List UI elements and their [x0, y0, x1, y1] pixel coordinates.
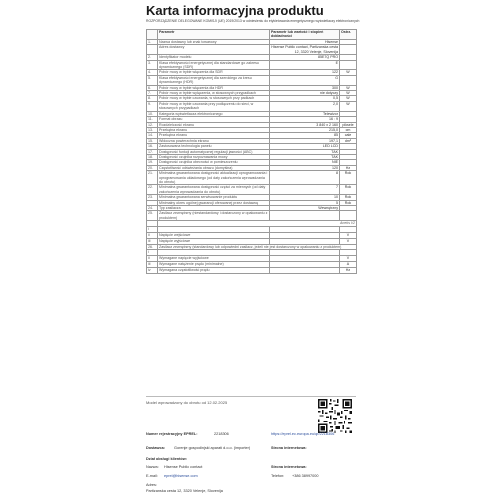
row-value: nie dotyczy	[270, 91, 340, 96]
row-value: 300	[270, 85, 340, 90]
row-parameter: Aneks I/2	[158, 221, 357, 226]
row-number: 7.	[147, 91, 158, 96]
row-number: 8.	[147, 96, 158, 101]
header-parameter: Parametr	[158, 30, 270, 40]
row-parameter: Napięcie wejściowe	[158, 232, 270, 238]
row-parameter: Typ zasilacza	[158, 206, 270, 211]
row-number: i	[147, 250, 158, 256]
row-parameter: Dostępność czujnika obecności w pomieszczeniu	[158, 160, 270, 165]
contact-name-label: Nazwa:	[146, 465, 159, 469]
row-parameter: Zasilacz zewnętrzny (standardowy lub odpowiedni zasilacz, jeżeli nie jest dostarczony w opakowaniu z produktem)	[158, 244, 357, 249]
address: Partizanska cesta 12, 3320 Velenje, Slovenija	[146, 489, 223, 493]
table-row	[147, 268, 357, 274]
row-value: 10	[270, 195, 340, 200]
row-number: 3.	[147, 60, 158, 70]
table-row	[147, 75, 357, 85]
row-unit: Hz	[340, 165, 357, 170]
row-parameter: Wymagane napięcie wyjściowe	[158, 256, 270, 262]
supplier-name: Gorenje gospodinjski aparati d.o.o. (importer)	[174, 446, 251, 450]
row-value: 8	[270, 171, 340, 185]
row-number: 1.	[147, 40, 158, 45]
row-unit: Rok	[340, 171, 357, 185]
row-unit: Rok	[340, 195, 357, 200]
row-parameter: Kategoria wyświetlacza elektronicznego	[158, 111, 270, 116]
row-unit: cale	[340, 133, 357, 138]
row-unit: W	[340, 85, 357, 90]
row-value: Wewnętrzny	[270, 206, 340, 211]
supplier-website-label: Strona internetowa:	[271, 446, 307, 450]
row-parameter: Klasa efektywności energetycznej dla standardowe go zakresu dynamicznego (SDR)	[158, 60, 270, 70]
customer-service-label: Dział obsługi klientów:	[146, 457, 187, 461]
row-parameter: Przekątna ekranu	[158, 133, 270, 138]
row-number: 26.	[147, 244, 158, 249]
row-unit: V	[340, 256, 357, 262]
row-unit: V	[340, 232, 357, 238]
row-value: 215,0	[270, 127, 340, 132]
row-parameter: Wymagana częstotliwość prądu	[158, 268, 270, 274]
row-parameter: Minimalna gwarantowana dostępność części za miennych (od daty zakończenia wprowadzania do obrotu)	[158, 185, 270, 195]
row-value: 5	[270, 200, 340, 205]
row-value: NIE	[270, 160, 340, 165]
row-value: G	[270, 75, 340, 85]
header-unit: Ostrz.	[340, 30, 357, 40]
row-number: 16.	[147, 144, 158, 149]
row-number: 14.	[147, 133, 158, 138]
table-row	[147, 211, 357, 221]
row-number: 17.	[147, 149, 158, 154]
row-number: 10.	[147, 111, 158, 116]
row-number: 18.	[147, 154, 158, 159]
address-label: Adres:	[146, 483, 157, 487]
table-row	[147, 185, 357, 195]
row-number: 24.	[147, 206, 158, 211]
row-unit: V	[340, 238, 357, 244]
row-number: 19.	[147, 160, 158, 165]
row-value: 16 : 9	[270, 117, 340, 122]
row-value: 0,5	[270, 96, 340, 101]
row-value: LED LCD	[270, 144, 340, 149]
row-number: 4.	[147, 70, 158, 75]
row-parameter: Minimalny okres ogólnej gwarancji oferowanej przez dostawcę	[158, 200, 270, 205]
row-number: 12.	[147, 122, 158, 127]
row-parameter: Widoczna powierzchnia ekranu	[158, 138, 270, 143]
row-unit: W	[340, 70, 357, 75]
table-row	[147, 91, 357, 96]
row-unit: Hz	[340, 268, 357, 274]
email-label: E-mail:	[146, 474, 158, 478]
row-parameter: Napięcie wyjściowe	[158, 238, 270, 244]
row-parameter: Pobór mocy w trybie czuwania przy podłączeniu do sieci, w stosownych przypadkach	[158, 101, 270, 111]
row-value: TAK	[270, 154, 340, 159]
row-value: 85	[270, 133, 340, 138]
email-address[interactable]: eprel@hisense.com	[164, 474, 198, 478]
row-parameter: Rozdzielczość ekranu	[158, 122, 270, 127]
row-parameter: Adres dostawcy	[158, 45, 270, 55]
market-date-text: Model wprowadzony do obrotu od 12.02.2025	[146, 400, 228, 405]
row-unit: Rok	[340, 185, 357, 195]
row-value: 120	[270, 165, 340, 170]
row-unit: dm²	[340, 138, 357, 143]
contact-name: Hisense Public contact	[164, 465, 203, 469]
row-unit: cm	[340, 127, 357, 132]
row-unit: piksele	[340, 122, 357, 127]
header-no	[147, 30, 158, 40]
row-number: i	[147, 226, 158, 232]
table-row	[147, 60, 357, 70]
eprel-number: 2218306	[214, 432, 229, 436]
row-value: 197,1	[270, 138, 340, 143]
qr-code-icon[interactable]	[318, 399, 352, 433]
row-parameter: Zastosowana technologia panelu	[158, 144, 270, 149]
regulation-subtitle: ROZPORZĄDZENIE DELEGOWANE KOMISJI (UE) 2019/2013 w odniesieniu do etykietowania energetycznego wyświetlaczy elektronicznych	[146, 19, 360, 23]
row-unit: Rok	[340, 200, 357, 205]
row-parameter: Pobór mocy w trybie czuwania, w stosownych przy padkach	[158, 96, 270, 101]
row-parameter: Wymagane natężenie prądu (minimalne)	[158, 262, 270, 268]
row-parameter: Minimalna gwarantowana serwisowanie produktu	[158, 195, 270, 200]
row-unit	[340, 60, 357, 70]
row-number: 23.	[147, 195, 158, 200]
row-parameter: Zasilacz zewnętrzny (niestandardowy i dostarczony w opakowaniu z produktem)	[158, 211, 270, 221]
row-parameter: Format obrazu	[158, 117, 270, 122]
row-number: 21.	[147, 171, 158, 185]
row-number: iii	[147, 238, 158, 244]
row-value: 85E7Q PRO	[270, 55, 340, 60]
row-parameter: Dostępność funkcji automatycznej regulacji jasności (ABC)	[158, 149, 270, 154]
row-number: 13.	[147, 127, 158, 132]
row-value: TAK	[270, 149, 340, 154]
row-parameter: Częstotliwość odświeżania obrazu (domyślna)	[158, 165, 270, 170]
row-number: 25.	[147, 211, 158, 221]
row-parameter: Nazwa dostawcy lub znak towarowy	[158, 40, 270, 45]
eprel-link[interactable]: https://eprel.ec.europa.eu/qr/2218306	[271, 432, 335, 436]
header-value: Parametr lub wartość i stopień dokładności	[270, 30, 340, 40]
row-parameter: Przekątna ekranu	[158, 127, 270, 132]
table-header-row	[147, 30, 357, 40]
row-unit: W	[340, 91, 357, 96]
row-parameter: Pobór mocy w trybie włączenia dla SDR	[158, 70, 270, 75]
contact-website-label: Strona internetowa:	[271, 465, 307, 469]
row-number: 15.	[147, 138, 158, 143]
row-unit	[340, 45, 357, 55]
row-value: Hisense	[270, 40, 340, 45]
row-number: ii	[147, 232, 158, 238]
row-parameter: Identyfikator modelu	[158, 55, 270, 60]
phone-label: Telefon:	[271, 474, 285, 478]
row-number: 20.	[147, 165, 158, 170]
table-row	[147, 171, 357, 185]
row-number: ii	[147, 256, 158, 262]
row-number: 22.	[147, 185, 158, 195]
row-unit	[340, 75, 357, 85]
row-value	[270, 268, 340, 274]
row-parameter: Klasa efektywności energetycznej dla szerokiego za kresu dynamicznego (HDR)	[158, 75, 270, 85]
row-number	[147, 45, 158, 55]
page-title: Karta informacyjna produktu	[146, 3, 324, 18]
row-unit	[340, 211, 357, 221]
eprel-label: Numer rejestracyjny EPREL:	[146, 432, 198, 436]
row-value: 7	[270, 185, 340, 195]
row-unit: A	[340, 262, 357, 268]
row-value: 3 840 x 2 160	[270, 122, 340, 127]
table-row	[147, 45, 357, 55]
phone-number: +386 38997000	[292, 474, 319, 478]
row-number: 9.	[147, 101, 158, 111]
row-value: 2,0	[270, 101, 340, 111]
row-number: 2.	[147, 55, 158, 60]
row-value: E	[270, 60, 340, 70]
row-unit: W	[340, 101, 357, 111]
row-number: iv	[147, 268, 158, 274]
row-parameter: Minimalna gwarantowana dostępność aktualizacji oprogramowania i oprogramowania układowego (od daty zakończenia wprowadzania do obrotu)	[158, 171, 270, 185]
table-row	[147, 244, 357, 249]
supplier-label: Dostawca:	[146, 446, 165, 450]
row-unit: W	[340, 96, 357, 101]
row-parameter: Pobór mocy w trybie włączenia dla HDR	[158, 85, 270, 90]
row-value	[270, 211, 340, 221]
row-number: 5.	[147, 75, 158, 85]
row-number: 11.	[147, 117, 158, 122]
row-value: 122	[270, 70, 340, 75]
row-parameter: Pobór mocy w trybie wyłączenia, w stosownych przypadkach	[158, 91, 270, 96]
row-number: iii	[147, 262, 158, 268]
table-row	[147, 101, 357, 111]
row-parameter: Dostępność czujnika rozpoznawania mowy	[158, 154, 270, 159]
row-number: 6.	[147, 85, 158, 90]
qr-section	[146, 396, 356, 437]
row-value: Hisense Public contact, Partizanska cesta 12, 3320 Velenje, Slovenija	[271, 45, 338, 54]
product-parameters-table	[146, 29, 357, 274]
row-value: Telewizor	[270, 111, 340, 116]
